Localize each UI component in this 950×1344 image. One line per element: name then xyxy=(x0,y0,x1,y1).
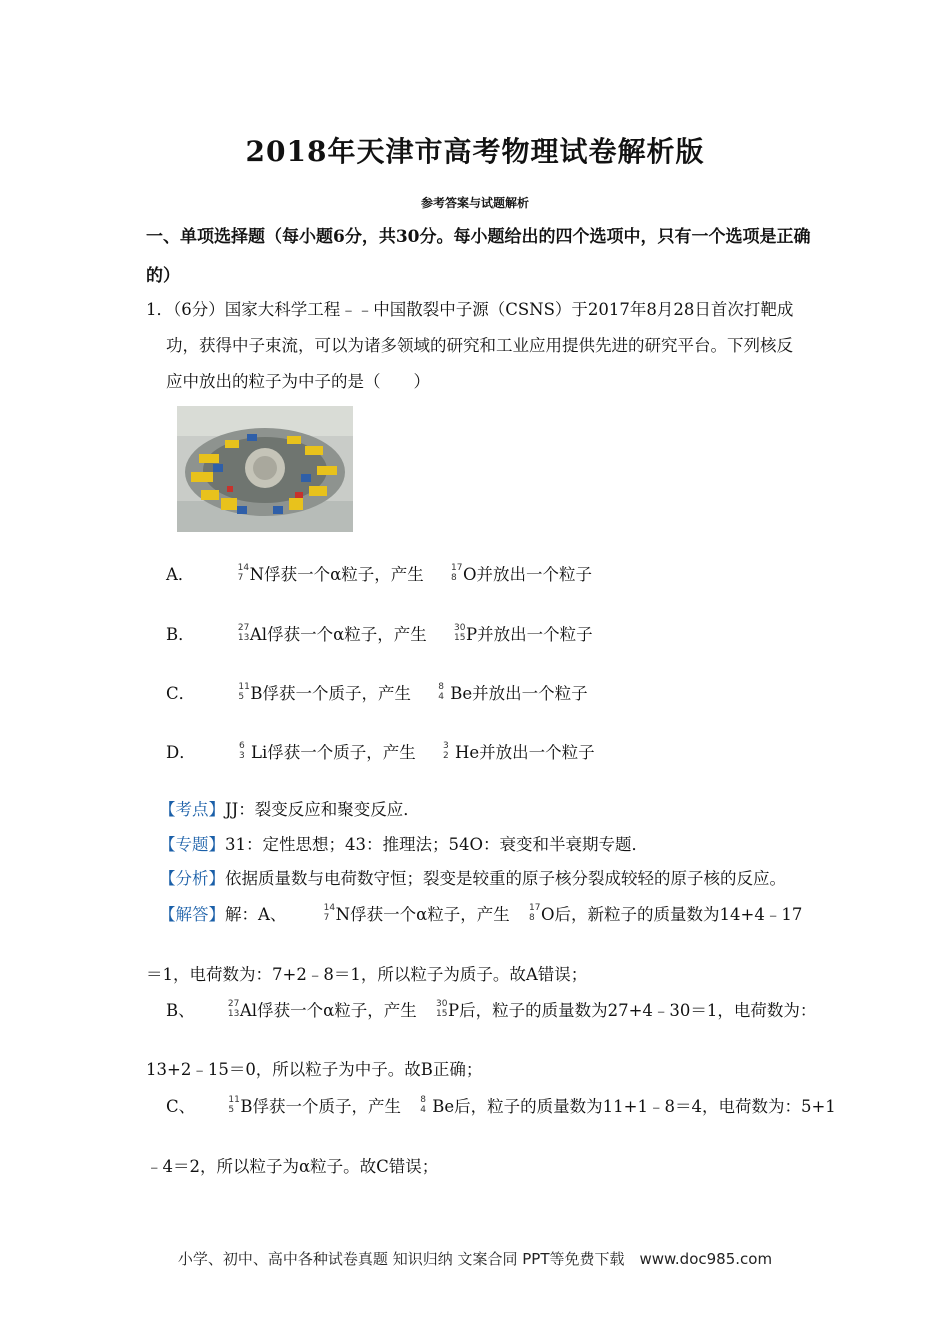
page-subtitle: 参考答案与试题解析 xyxy=(420,196,529,210)
zhuanti-tag: 【专题】 xyxy=(159,835,225,854)
kaodian-line: 【考点】JJ：裂变反应和聚变反应． xyxy=(159,800,420,819)
nuclide-li6: 6 3 xyxy=(238,741,245,761)
option-a: A． 14 7 N俘获一个α粒子，产生 17 8 O并放出一个粒子 xyxy=(166,560,592,585)
kaodian-tag: 【考点】 xyxy=(159,800,225,819)
option-label: C． xyxy=(166,684,196,703)
option-label: D． xyxy=(166,743,196,762)
jieda-line-b: B、 27 13 Al俘获一个α粒子，产生 30 15 P后，粒子的质量数为27+4﹣30＝1，电荷数为： xyxy=(166,996,816,1021)
option-label: B． xyxy=(166,625,195,644)
option-label: A． xyxy=(166,565,195,584)
option-c: C． 11 5 B俘获一个质子，产生 8 4 Be并放出一个粒子 xyxy=(166,679,588,704)
nuclide-be8: 8 4 xyxy=(420,1095,426,1115)
nuclide-o17: 17 8 xyxy=(451,563,463,583)
jieda-line-c: C、 11 5 B俘获一个质子，产生 8 4 Be后，粒子的质量数为11+1﹣8＝4，电荷数为：5+1 xyxy=(166,1092,836,1117)
nuclide-al27: 27 13 xyxy=(237,623,250,643)
zhuanti-line: 【专题】31：定性思想；43：推理法；54O：衰变和半衰期专题． xyxy=(159,835,649,854)
nuclide-b11: 11 5 xyxy=(228,1095,240,1115)
question-line2: 功，获得中子束流，可以为诸多领域的研究和工业应用提供先进的研究平台。下列核反 xyxy=(166,336,793,355)
nuclide-n14: 14 7 xyxy=(237,563,250,583)
jieda-a-line2: ＝1，电荷数为：7+2﹣8＝1，所以粒子为质子。故A错误； xyxy=(146,965,588,984)
option-d: D． 6 3 Li俘获一个质子，产生 3 2 He并放出一个粒子 xyxy=(166,738,595,763)
nuclide-al27: 27 13 xyxy=(227,999,240,1019)
section-heading-line1: 一、单项选择题（每小题6分，共30分。每小题给出的四个选项中，只有一个选项是正确 xyxy=(146,227,811,247)
nuclide-o17: 17 8 xyxy=(529,903,541,923)
footer-banner: 小学、初中、高中各种试卷真题 知识归纳 文案合同 PPT等免费下载 www.doc985.com xyxy=(177,1250,773,1268)
fenxi-tag: 【分析】 xyxy=(159,869,225,888)
jieda-b-line2: 13+2﹣15＝0，所以粒子为中子。故B正确； xyxy=(146,1060,483,1079)
question-line1: 1．（6分）国家大科学工程﹣﹣中国散裂中子源（CSNS）于2017年8月28日首次打靶成 xyxy=(146,300,794,319)
nuclide-be8: 8 4 xyxy=(438,682,444,702)
jieda-c-line2: ﹣4＝2，所以粒子为α粒子。故C错误； xyxy=(146,1157,439,1176)
jieda-tag: 【解答】 xyxy=(159,905,225,924)
nuclide-p30: 30 15 xyxy=(436,999,448,1019)
section-heading-line2: 的） xyxy=(146,266,180,286)
page-title: 2018年天津市高考物理试卷解析版 xyxy=(245,135,705,168)
nuclide-b11: 11 5 xyxy=(238,682,250,702)
question-line3: 应中放出的粒子为中子的是（ ） xyxy=(166,372,430,391)
fenxi-line: 【分析】依据质量数与电荷数守恒；裂变是较重的原子核分裂成较轻的原子核的反应。 xyxy=(159,869,786,888)
nuclide-n14: 14 7 xyxy=(323,903,336,923)
csns-photo xyxy=(177,406,353,532)
jieda-line-a: 【解答】解：A、 14 7 N俘获一个α粒子，产生 17 8 O后，新粒子的质量数为14+4﹣17 xyxy=(159,900,802,925)
option-b: B． 27 13 Al俘获一个α粒子，产生 30 15 P并放出一个粒子 xyxy=(166,620,593,645)
nuclide-he3: 3 2 xyxy=(442,741,449,761)
nuclide-p30: 30 15 xyxy=(454,623,466,643)
